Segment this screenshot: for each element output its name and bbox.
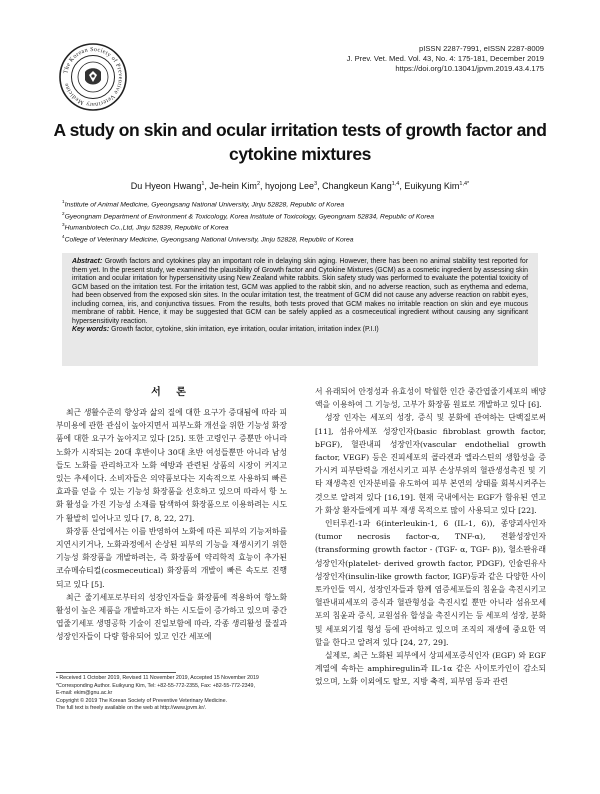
paragraph: 성장 인자는 세포의 성장, 증식 및 분화에 관여하는 단백질로써 [11], 섬유아세포 성장인자(basic fibroblast growth factor, bFGF), 혈관내피 성장인자(vascular endothelial growth factor, VEGF) 등은 진피세포의 콜라겐과 엘라스틴의 생합성을 증가시켜 피부탄력을 개선시키고 피부 손상부위의 혈관생성촉진 및 기타 재생촉진 인자분비를 유도하여 피부 본연의 상태를 회복시켜주는 것으로 알려져 있다 [16,19]. 현재 국내에서는 EGF가 함유된 연고가 화상 환자들에게 피부 재생 목적으로 많이 사용되고 있다 [22]. xyxy=(315,413,546,515)
footnote-email[interactable]: E-mail: ekim@gnu.ac.kr xyxy=(56,690,113,696)
affiliation: $^1$Institute of Animal Medicine, Gyeongsang National University, Jinju 52828, Republic of Korea xyxy=(62,199,345,209)
footnote-received: • Received 1 October 2019, Revised 11 November 2019, Accepted 15 November 2019 xyxy=(56,675,259,681)
society-seal-icon xyxy=(58,42,128,112)
author: Du Hyeon Hwang$^1$, xyxy=(130,181,210,191)
affiliation-list xyxy=(62,198,542,245)
logo-ring-text: The Korean Society of Preventive Veterinary Medicine xyxy=(63,46,124,108)
affiliation: $^3$Humanbiotech Co.,Ltd, Jinju 52839, Republic of Korea xyxy=(62,222,229,232)
author: hyojong Lee$^3$, xyxy=(265,181,323,191)
author-list xyxy=(40,181,560,191)
journal-info xyxy=(284,44,544,74)
paragraph: 실제로, 최근 노화된 피부에서 상피세포증식인자 (EGF) 와 EGF 계열에 속하는 amphiregulin과 IL-1α 같은 사이토카인이 감소되었으며, 노화 이외에도 탈모, 지방 축적, 피부염 등과 관련 xyxy=(315,651,546,687)
footnotes xyxy=(56,675,296,713)
body-column-left xyxy=(56,386,287,644)
society-logo xyxy=(58,42,128,112)
citation-line: J. Prev. Vet. Med. Vol. 43, No. 4: 175-181, December 2019 xyxy=(346,54,544,63)
footnote-copyright: Copyright © 2019 The Korean Society of Preventive Veterinary Medicine. xyxy=(56,697,228,704)
doi-link[interactable]: https://doi.org/10.13041/jpvm.2019.43.4.175 xyxy=(395,64,544,73)
paragraph: 화장품 산업에서는 이를 반영하여 노화에 따른 피부의 기능저하를 지연시키거나, 노화과정에서 손상된 피부의 기능을 재생시키기 위한 기능성 화장품을 개발하려는, 즉 화장품에 약리학적 효능이 추가된 코슈메슈티컬(cosmeceutical) 화장품의 개발이 빠른 속도로 진행되고 있다 [5]. xyxy=(56,526,287,589)
author: Euikyung Kim$^{1,4*}$ xyxy=(404,181,470,191)
paragraph: 최근 생활수준의 향상과 삶의 질에 대한 요구가 증대됨에 따라 피부미용에 관한 관심이 높아지면서 피부노화 개선을 위한 기능성 화장품에 대한 요구가 높아지고 있다 [25]. 또한 고령인구 증뿐만 아니라 노화가 시작되는 20대 후반이나 30대 초반 여성들뿐만 아니라 남성들도 노화를 관리하고자 노화 예방과 관련된 상품의 시장이 커지고 있는 추세이다. 소비자들은 의약품보다는 지속적으로 사용하되 빠른 효과를 얻을 수 있는 기능성 화장품을 선호하고 있으며 따라서 항 노화 활성을 가진 기능성 소재를 탐색하여 화장품으로 이용하려는 시도가 활발히 일어나고 있다 [7, 8, 22, 27]. xyxy=(56,408,287,523)
footnote-corresponding: *Corresponding Author. Euikyung Kim, Tel: +82-55-772-2355, Fax: +82-55-772-2349, xyxy=(56,682,255,689)
paper-title: A study on skin and ocular irritation tests of growth factor and cytokine mixtures xyxy=(53,120,547,164)
affiliation: $^4$College of Veterinary Medicine, Gyeongsang National University, Jinju 52828, Republic of Korea xyxy=(62,234,354,244)
keywords: Key words: Growth factor, cytokine, skin irritation, eye irritation, ocular irritation, irritation index (P.I.I) xyxy=(72,326,379,334)
paragraph: 인터루킨-1과 6(interleukin-1, 6 (IL-1, 6)), 종양괴사인자(tumor necrosis factor-α, TNF-α), 전환성장인자(transforming growth factor - (TGF- α, TGF- β)), 혈소판유래성장인자(platelet- derived growth factor, PDGF), 인슐린유사성장인자(insulin-like growth factor, IGF)등과 같은 다양한 사이토카인들 역시, 성장인자들과 함께 염증세포들의 침윤을 촉진시키고 혈관내피세포의 증식과 혈관형성을 촉진시킬 뿐만 아니라 섬유모세포의 침윤과 증식, 교원섬유 합성을 촉진시키는 등 세포의 성장, 분화 및 세포외기질 형성 등에 관여하고 있으며 조직의 재생에 중요한 역할을 한다고 알려져 있다 [24, 27, 29]. xyxy=(315,519,546,647)
paragraph: 서 유래되어 안정성과 유효성이 탁월한 인간 중간엽줄기세포의 배양액을 이용하여 그 기능성, 고부가 화장품 원료로 개발하고 있다 [6]. xyxy=(315,387,546,410)
footnote-divider xyxy=(56,672,176,673)
paragraph: 최근 줄기세포로부터의 성장인자들을 화장품에 적용하여 항노화 활성이 높은 제품을 개발하고자 하는 시도들이 증가하고 있으며 중간엽줄기세포 생명공학 기술이 진일보함에 따라, 각종 생리활성 물질과 성장인자들이 다량 함유되어 있고 인간 세포에 xyxy=(56,592,287,642)
affiliation: $^2$Gyeongnam Department of Environment & Toxicology, Korea Institute of Toxicology, Gyeongnam 52834, Republic of Korea xyxy=(62,210,435,220)
body-column-right xyxy=(315,385,546,689)
section-heading-introduction: 서 론 xyxy=(151,387,192,398)
author: Changkeun Kang$^{1,4}$, xyxy=(322,181,405,191)
author: Je-hein Kim$^2$, xyxy=(209,181,266,191)
abstract-text: Abstract: Growth factors and cytokines play an important role in delaying skin aging. However, there has been no animal stability test reported for them yet. In the present study, we examined the plausibility of Growth factor and Cytokine Mixtures (GCM) as a cosmetic ingredient by assessing skin irritation and ocular irritation for hypersensitivity using New Zealand white rabbits. Skin safety study was performed to evaluate the potential toxicity of GCM based on the irritation test. For the irritation test, GCM was applied to the rabbit skin, and no adverse reaction, such as erythema and edema, had been observed from the exposed skin sites. In the ocular irritation test, the treatment of GCM did not cause any adverse reaction on rabbit eyes, including cornea, iris, and conjunctiva tissues. From the results, both tests proved that GCM makes no irritable reaction on skin and eye mucous membrane of rabbit. Hence, it may be suggested that GCM can be safely applied as a cosmeceutical ingredient without causing any significant hypersensitivity reaction. xyxy=(72,258,528,325)
footnote-fulltext: The full text is freely available on the web at http://www.jpvm.kr/. xyxy=(56,705,207,711)
abstract-box xyxy=(62,253,538,366)
issn-line: pISSN 2287-7991, eISSN 2287-8009 xyxy=(419,44,544,53)
